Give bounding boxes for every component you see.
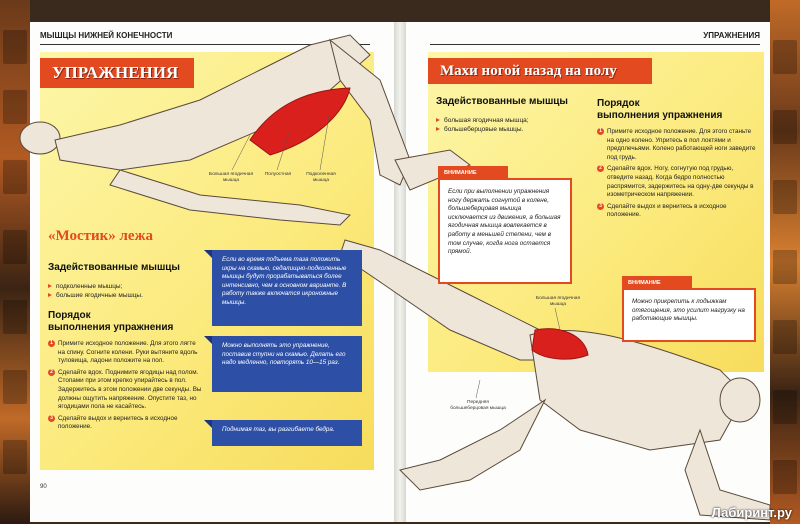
step-item: 3 Сделайте выдох и вернитесь в исходное положение. (597, 203, 757, 220)
list-item: большая ягодичная мышца; (436, 116, 586, 125)
list-item: большие ягодичные мышцы. (48, 291, 198, 300)
procedure-heading-left: Порядок выполнения упражнения (48, 310, 174, 333)
list-item: большеберцовые мышцы. (436, 125, 586, 134)
warning-text: Если при выполнении упражнения ногу держать согнутой в колене, большеберцовая мышца исключается из движения, а большая ягодичная мышца вовлекается в работу в меньшей степени, чем в том случае, когда нога остается прямой. (448, 188, 561, 256)
muscles-list-right (436, 116, 586, 134)
bridge-head (20, 122, 60, 154)
list-item: подколенные мышцы; (48, 282, 198, 291)
warning-bent-knee (438, 169, 572, 284)
figure-label: Большая ягодичная мышца (208, 172, 254, 183)
procedure-steps-right (597, 128, 757, 223)
step-item: 1 Примите исходное положение. Для этого станьте на одно колено. Упритесь в пол локтями и предплечьями. Колено работающей ноги заведите под грудь. (597, 128, 757, 162)
exercise-title-bridge: «Мостик» лежа (48, 228, 153, 244)
warning-ankle-weights (622, 279, 756, 342)
section-header-left: МЫШЦЫ НИЖНЕЙ КОНЕЧНОСТИ (40, 26, 370, 45)
left-page-title: УПРАЖНЕНИЯ (40, 58, 194, 88)
page-number: 90 (40, 484, 47, 490)
step-item: 2 Сделайте вдох. Поднимите ягодицы над полом. Стопами при этом крепко упирайтесь в пол. Задержитесь в этом положении две секунды. Вы должны ощутить напряжение. Опустите таз, но ягодицами пола не касайтесь. (48, 369, 204, 412)
warning-tag: ВНИМАНИЕ (622, 276, 692, 290)
step-item: 2 Сделайте вдох. Ногу, согнутую под грудью, отведите назад. Когда бедро полностью распрямится, задержитесь на одну-две секунды в изометрическом напряжении. (597, 165, 757, 199)
kick-support-leg (400, 400, 545, 490)
warning-text: Можно прикрепить к лодыжкам отягощения, это усилит нагрузку на работающие мышцы. (632, 298, 745, 323)
kick-head (720, 378, 760, 422)
note-feet-on-bench: Можно выполнять это упражнение, поставив ступни на скамью. Делать его надо медленно, повторять 10—15 раз. (212, 336, 362, 392)
figure-label: Передняя большеберцовая мышца (450, 400, 506, 411)
procedure-heading-right: Порядок выполнения упражнения (597, 98, 723, 121)
warning-tag: ВНИМАНИЕ (438, 166, 508, 180)
right-page-title: Махи ногой назад на полу (428, 58, 652, 84)
watermark-logo: Лабиринт.ру (711, 505, 792, 520)
figure-label: Полуостная (264, 172, 292, 177)
note-hip-extension: Поднимая таз, вы разгибаете бедра. (212, 420, 362, 446)
muscles-heading-left: Задействованные мышцы (48, 262, 180, 273)
muscles-heading-right: Задействованные мышцы (436, 96, 568, 107)
procedure-steps-left (48, 340, 204, 435)
muscles-list-left (48, 282, 198, 300)
step-item: 1 Примите исходное положение. Для этого лягте на спину. Согните колени. Руки вытяните вдоль туловища, ладони положите на пол. (48, 340, 204, 366)
step-item: 3 Сделайте выдох и вернитесь в исходное положение. (48, 415, 204, 432)
figure-label: Подколенная мышца (306, 172, 336, 183)
figure-label: Большая ягодичная мышца (535, 296, 581, 307)
section-header-right: УПРАЖНЕНИЯ (430, 26, 760, 45)
note-calves-on-bench: Если во время подъема таза положить икры на скамью, седалищно-подколенные мышцы будут прорабатываться более интенсивно, чем в основном варианте. В работу также включатся икроножные мышцы. (212, 250, 362, 326)
